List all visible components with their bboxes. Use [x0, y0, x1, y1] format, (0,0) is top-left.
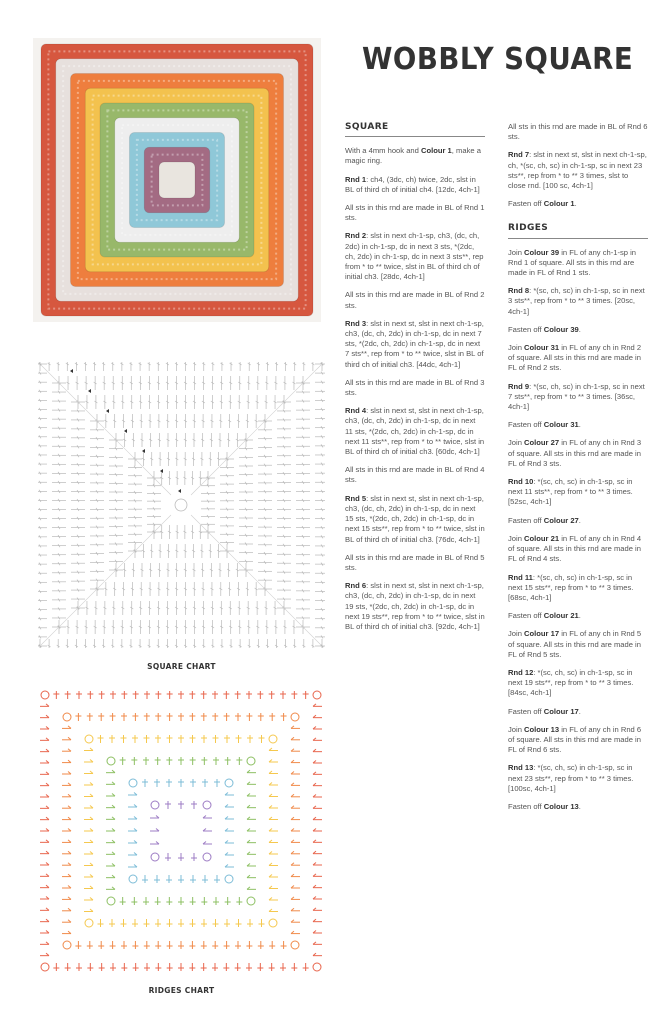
- round-1-note: All sts in this rnd are made in BL of Rnd 1 sts.: [345, 203, 485, 223]
- round-4-note: All sts in this rnd are made in BL of Rnd 4 sts.: [345, 465, 485, 485]
- start-marker: [70, 369, 73, 373]
- round-6-note: All sts in this rnd are made in BL of Rnd 6 sts.: [508, 122, 648, 142]
- yarn-ring: [159, 162, 195, 198]
- corner-loop: [313, 963, 321, 971]
- corner-loop: [63, 713, 71, 721]
- round-1: Rnd 1: ch4, (3dc, ch) twice, 2dc, slst in BL of third ch of initial ch4. [12dc, 4ch-1]: [345, 174, 480, 194]
- fasten-colour-17: Fasten off Colour 17.: [508, 706, 581, 716]
- round-3: Rnd 3: slst in next st, slst in next ch-1-sp, ch3, (dc, ch, 2dc) in ch-1-sp, dc in next 7 sts, *(2dc, ch, 2dc) in ch-1-sp, dc in next 7 sts**, rep from * to ** twice, slst in BL of third ch of initial ch3. [44dc, 4ch-1]: [345, 318, 484, 369]
- corner-loop: [225, 875, 233, 883]
- fasten-colour-27: Fasten off Colour 27.: [508, 515, 581, 525]
- corner-loop: [225, 779, 233, 787]
- corner-loop: [85, 735, 93, 743]
- join-colour-21: Join Colour 21 in FL of any ch in Rnd 4 of square. All sts in this rnd are made in FL of Rnd 4 sts.: [508, 533, 642, 564]
- corner-loop: [151, 853, 159, 861]
- square-photo: [33, 38, 321, 322]
- square-chart-caption: SQUARE CHART: [147, 662, 216, 671]
- square-instructions: [345, 122, 485, 640]
- ridges-instructions: [508, 122, 648, 820]
- corner-loop: [247, 897, 255, 905]
- corner-loop: [203, 801, 211, 809]
- join-colour-39: Join Colour 39 in FL of any ch-1-sp in Rnd 1 of square. All sts in this rnd are made in FL of Rnd 1 sts.: [508, 247, 637, 278]
- page-title: WOBBLY SQUARE: [362, 42, 634, 77]
- corner-loop: [85, 919, 93, 927]
- corner-loop: [129, 875, 137, 883]
- fasten-colour-31: Fasten off Colour 31.: [508, 420, 581, 430]
- join-colour-31: Join Colour 31 in FL of any ch in Rnd 2 of square. All sts in this rnd are made in FL of Rnd 2 sts.: [508, 343, 642, 373]
- fasten-colour-13: Fasten off Colour 13.: [508, 801, 581, 811]
- corner-loop: [151, 801, 159, 809]
- join-colour-27: Join Colour 27 in FL of any ch in Rnd 3 of square. All sts in this rnd are made in FL of Rnd 3 sts.: [508, 438, 642, 468]
- start-marker: [106, 409, 109, 413]
- corner-loop: [107, 897, 115, 905]
- round-2: Rnd 2: slst in next ch-1-sp, ch3, (dc, ch, 2dc) in ch-1-sp, dc in next 3 sts, *(2dc, ch, 2dc) in ch-1-sp, dc in next 3 sts**, rep from * to ** twice, slst in BL of third ch of initial ch3. [28dc, 4ch-1]: [345, 231, 484, 282]
- start-marker: [88, 389, 91, 393]
- square-chart: [38, 362, 325, 648]
- ridge-round: [150, 801, 212, 861]
- stitch-symbols: [38, 362, 325, 648]
- corner-loop: [269, 919, 277, 927]
- corner-loop: [247, 757, 255, 765]
- round-11: Rnd 11: *(sc, ch, sc) in ch-1-sp, sc in next 15 sts**, rep from * to ** 3 times. [68sc, 4ch-1]: [508, 572, 634, 602]
- intro-text: With a 4mm hook and Colour 1, make a magic ring.: [345, 146, 481, 166]
- corner-loop: [291, 941, 299, 949]
- start-marker: [124, 429, 127, 433]
- join-colour-13: Join Colour 13 in FL of any ch in Rnd 6 of square. All sts in this rnd are made in FL of Rnd 6 sts.: [508, 724, 642, 755]
- round-5: Rnd 5: slst in next st, slst in next ch-1-sp, ch3, (dc, ch, 2dc) in ch-1-sp, dc in next 15 sts, *(2dc, ch, 2dc) in ch-1-sp, dc in next 15 sts**, rep from * to ** twice, slst in BL of third ch of initial ch3. [76dc, 4ch-1]: [345, 493, 485, 544]
- round-8: Rnd 8: *(sc, ch, sc) in ch-1-sp, sc in next 3 sts**, rep from * to ** 3 times. [20sc, 4ch-1]: [508, 286, 645, 316]
- start-marker: [178, 489, 181, 493]
- corner-loop: [269, 735, 277, 743]
- round-9: Rnd 9: *(sc, ch, sc) in ch-1-sp, sc in next 7 sts**, rep from * to ** 3 times. [36sc, 4ch-1]: [508, 381, 645, 412]
- fasten-colour-39: Fasten off Colour 39.: [508, 324, 581, 334]
- crochet-square-image: [33, 38, 321, 322]
- round-12: Rnd 12: *(sc, ch, sc) in ch-1-sp, sc in next 19 sts**, rep from * to ** 3 times. [84sc, 4ch-1]: [508, 667, 634, 698]
- round-6: Rnd 6: slst in next st, slst in next ch-1-sp, ch3, (dc, ch, 2dc) in ch-1-sp, dc in next 19 sts, *(2dc, ch, 2dc) in ch-1-sp, dc in next 19 sts**, rep from * to ** twice, slst in BL of third ch of initial ch3. [92dc, 4ch-1]: [345, 581, 485, 631]
- round-5-note: All sts in this rnd are made in BL of Rnd 5 sts.: [345, 552, 485, 572]
- corner-loop: [129, 779, 137, 787]
- round-7: Rnd 7: slst in next st, slst in next ch-1-sp, ch, *(sc, ch, sc) in ch-1-sp, sc in next 23 sts**, rep from * to ** 3 times, slst to close rnd. [100 sc, 4ch-1]: [508, 150, 647, 191]
- round-start-markers: [70, 369, 181, 493]
- corner-loop: [107, 757, 115, 765]
- round-2-note: All sts in this rnd are made in BL of Rnd 2 sts.: [345, 290, 485, 310]
- join-colour-17: Join Colour 17 in FL of any ch in Rnd 5 of square. All sts in this rnd are made in FL of Rnd 5 sts.: [508, 629, 642, 659]
- round-4: Rnd 4: slst in next st, slst in next ch-1-sp, ch3, (dc, ch, 2dc) in ch-1-sp, dc in next 11 sts, *(2dc, ch, 2dc) in ch-1-sp, dc in next 11 sts**, rep from * to ** twice, slst in BL of third ch of initial ch3. [60dc, 4ch-1]: [345, 406, 485, 457]
- ridge-round: [62, 713, 300, 949]
- corner-loop: [63, 941, 71, 949]
- ridge-round: [128, 779, 234, 883]
- ridges-heading: RIDGES: [508, 223, 648, 238]
- square-heading: SQUARE: [345, 122, 485, 137]
- ridges-chart: [36, 686, 326, 976]
- ridge-round: [40, 691, 322, 971]
- ridges-chart-diagram: [36, 686, 326, 976]
- ridges-chart-caption: RIDGES CHART: [148, 986, 215, 995]
- square-chart-diagram: [38, 362, 325, 648]
- corner-loop: [313, 691, 321, 699]
- round-3-note: All sts in this rnd are made in BL of Rnd 3 sts.: [345, 377, 485, 398]
- round-13: Rnd 13: *(sc, ch, sc) in ch-1-sp, sc in next 23 sts**, rep from * to ** 3 times. [100sc, 4ch-1]: [508, 763, 634, 793]
- round-10: Rnd 10: *(sc, ch, sc) in ch-1-sp, sc in next 11 sts**, rep from * to ** 3 times. [52sc, 4ch-1]: [508, 477, 633, 507]
- corner-loop: [203, 853, 211, 861]
- fasten-colour-21: Fasten off Colour 21.: [508, 611, 581, 621]
- corner-loop: [41, 963, 49, 971]
- corner-loop: [41, 691, 49, 699]
- fasten-colour-1: Fasten off Colour 1.: [508, 199, 577, 209]
- corner-loop: [291, 713, 299, 721]
